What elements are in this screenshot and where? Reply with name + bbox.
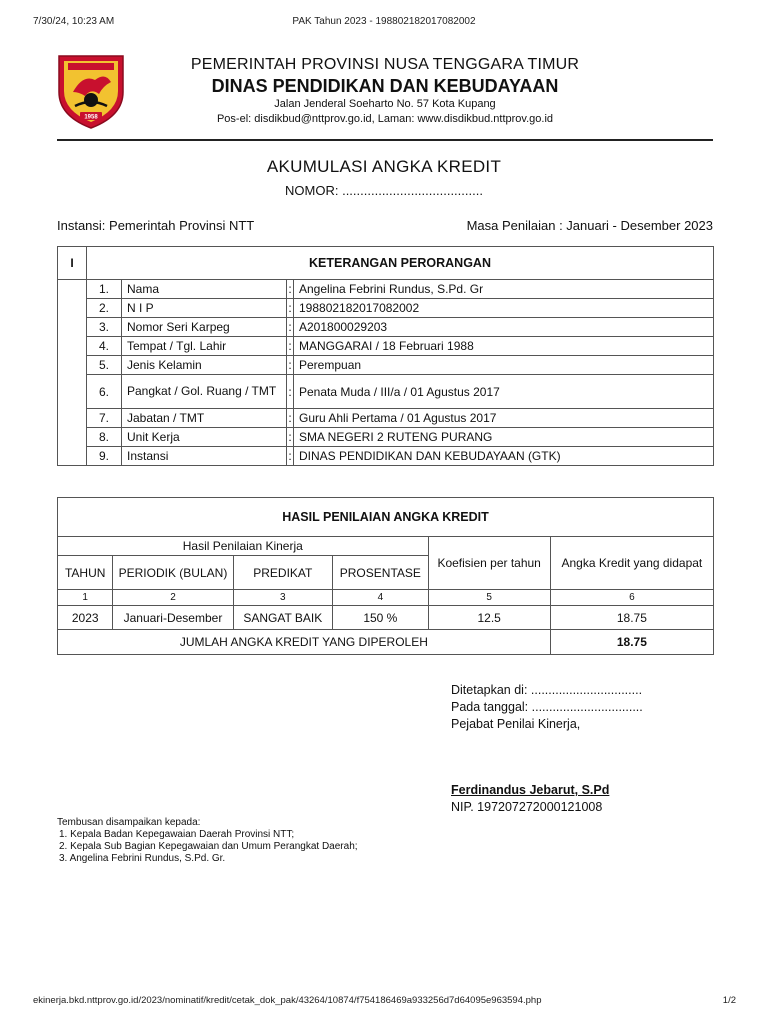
signer-title: Pejabat Penilai Kinerja, xyxy=(451,717,581,731)
row-value: Guru Ahli Pertama / 01 Agustus 2017 xyxy=(294,409,714,428)
instansi-label: Instansi: Pemerintah Provinsi NTT xyxy=(57,218,255,233)
row-value: MANGGARAI / 18 Februari 1988 xyxy=(294,337,714,356)
cell-tahun: 2023 xyxy=(58,606,113,630)
table-row xyxy=(58,409,714,428)
row-value: Perempuan xyxy=(294,356,714,375)
table-row xyxy=(58,318,714,337)
page-number: 1/2 xyxy=(722,995,736,1006)
col-number: 2 xyxy=(113,590,233,606)
print-datetime: 7/30/24, 10:23 AM xyxy=(33,16,115,27)
letterhead-agency: DINAS PENDIDIKAN DAN KEBUDAYAAN xyxy=(211,76,559,96)
colon: : xyxy=(287,299,294,318)
col-header-koefisien: Koefisien per tahun xyxy=(428,537,550,590)
credit-results-table xyxy=(57,497,714,655)
row-value: Penata Muda / III/a / 01 Agustus 2017 xyxy=(294,375,714,409)
row-value: SMA NEGERI 2 RUTENG PURANG xyxy=(294,428,714,447)
results-heading: HASIL PENILAIAN ANGKA KREDIT xyxy=(58,498,714,537)
row-number: 4. xyxy=(87,337,122,356)
cell-predikat: SANGAT BAIK xyxy=(233,606,333,630)
row-label: Tempat / Tgl. Lahir xyxy=(122,337,287,356)
cell-prosentase: 150 % xyxy=(333,606,428,630)
personal-info-table xyxy=(57,246,714,466)
cc-list xyxy=(59,829,358,865)
row-number: 6. xyxy=(87,375,122,409)
table-row xyxy=(58,337,714,356)
col-header-tahun: TAHUN xyxy=(58,556,113,590)
cell-koefisien: 12.5 xyxy=(428,606,550,630)
signer-nip: NIP. 197207272000121008 xyxy=(451,800,603,814)
colon: : xyxy=(287,356,294,375)
table-row xyxy=(58,447,714,466)
col-header-predikat: PREDIKAT xyxy=(233,556,333,590)
stipulated-date: Pada tanggal: ................................ xyxy=(451,700,643,714)
row-number: 5. xyxy=(87,356,122,375)
row-label: Pangkat / Gol. Ruang / TMT xyxy=(122,375,287,409)
list-item: 1. Kepala Badan Kepegawaian Daerah Provinsi NTT; xyxy=(59,829,295,840)
colon: : xyxy=(287,409,294,428)
provincial-emblem-icon xyxy=(55,52,127,130)
colon: : xyxy=(287,337,294,356)
section-number: I xyxy=(58,247,87,280)
row-value: A201800029203 xyxy=(294,318,714,337)
row-label: Jabatan / TMT xyxy=(122,409,287,428)
row-number: 7. xyxy=(87,409,122,428)
emblem-year: 1958 xyxy=(84,114,98,121)
col-header-angka-kredit: Angka Kredit yang didapat xyxy=(550,537,713,590)
row-value: Angelina Febrini Rundus, S.Pd. Gr xyxy=(294,280,714,299)
col-header-periodik: PERIODIK (BULAN) xyxy=(113,556,233,590)
row-number: 1. xyxy=(87,280,122,299)
col-number: 6 xyxy=(550,590,713,606)
table-row xyxy=(58,356,714,375)
document-title: AKUMULASI ANGKA KREDIT xyxy=(266,157,502,176)
list-item: 2. Kepala Sub Bagian Kepegawaian dan Umum Perangkat Daerah; xyxy=(59,841,358,852)
row-number: 8. xyxy=(87,428,122,447)
performance-group-label: Hasil Penilaian Kinerja xyxy=(58,537,429,556)
col-number: 4 xyxy=(333,590,428,606)
col-number: 3 xyxy=(233,590,333,606)
table-row xyxy=(58,375,714,409)
row-label: Unit Kerja xyxy=(122,428,287,447)
list-item: 3. Angelina Febrini Rundus, S.Pd. Gr. xyxy=(59,853,226,864)
cell-periodik: Januari-Desember xyxy=(113,606,233,630)
table-row xyxy=(58,280,714,299)
table-row xyxy=(58,428,714,447)
print-doc-title: PAK Tahun 2023 - 198802182017082002 xyxy=(292,16,476,27)
section-heading: KETERANGAN PERORANGAN xyxy=(87,247,714,280)
row-label: Instansi xyxy=(122,447,287,466)
letterhead-address: Jalan Jenderal Soeharto No. 57 Kota Kupang xyxy=(274,98,496,110)
assessment-period: Masa Penilaian : Januari - Desember 2023 xyxy=(466,218,713,233)
col-header-prosentase: PROSENTASE xyxy=(333,556,428,590)
colon: : xyxy=(287,318,294,337)
letterhead-government: PEMERINTAH PROVINSI NUSA TENGGARA TIMUR xyxy=(190,56,580,73)
colon: : xyxy=(287,447,294,466)
colon: : xyxy=(287,375,294,409)
row-number: 2. xyxy=(87,299,122,318)
row-label: Nama xyxy=(122,280,287,299)
cc-heading: Tembusan disampaikan kepada: xyxy=(57,817,201,828)
col-number: 1 xyxy=(58,590,113,606)
colon: : xyxy=(287,428,294,447)
total-value: 18.75 xyxy=(550,630,713,655)
row-number: 3. xyxy=(87,318,122,337)
row-value: DINAS PENDIDIKAN DAN KEBUDAYAAN (GTK) xyxy=(294,447,714,466)
signer-name: Ferdinandus Jebarut, S.Pd xyxy=(451,783,610,797)
row-label: N I P xyxy=(122,299,287,318)
col-number: 5 xyxy=(428,590,550,606)
letterhead-contact: Pos-el: disdikbud@nttprov.go.id, Laman: www.disdikbud.nttprov.go.id xyxy=(216,113,554,125)
table-row xyxy=(58,299,714,318)
stipulated-at: Ditetapkan di: ................................ xyxy=(451,683,643,697)
print-url: ekinerja.bkd.nttprov.go.id/2023/nominatif/kredit/cetak_dok_pak/43264/10874/f754186469a933256d7d64095e963594.php xyxy=(33,995,542,1006)
row-label: Nomor Seri Karpeg xyxy=(122,318,287,337)
row-value: 198802182017082002 xyxy=(294,299,714,318)
cell-angka-kredit: 18.75 xyxy=(550,606,713,630)
table-row xyxy=(58,606,714,630)
row-label: Jenis Kelamin xyxy=(122,356,287,375)
letterhead-divider xyxy=(57,139,713,141)
total-label: JUMLAH ANGKA KREDIT YANG DIPEROLEH xyxy=(58,630,551,655)
colon: : xyxy=(287,280,294,299)
document-number: NOMOR: ....................................... xyxy=(285,183,483,198)
row-number: 9. xyxy=(87,447,122,466)
